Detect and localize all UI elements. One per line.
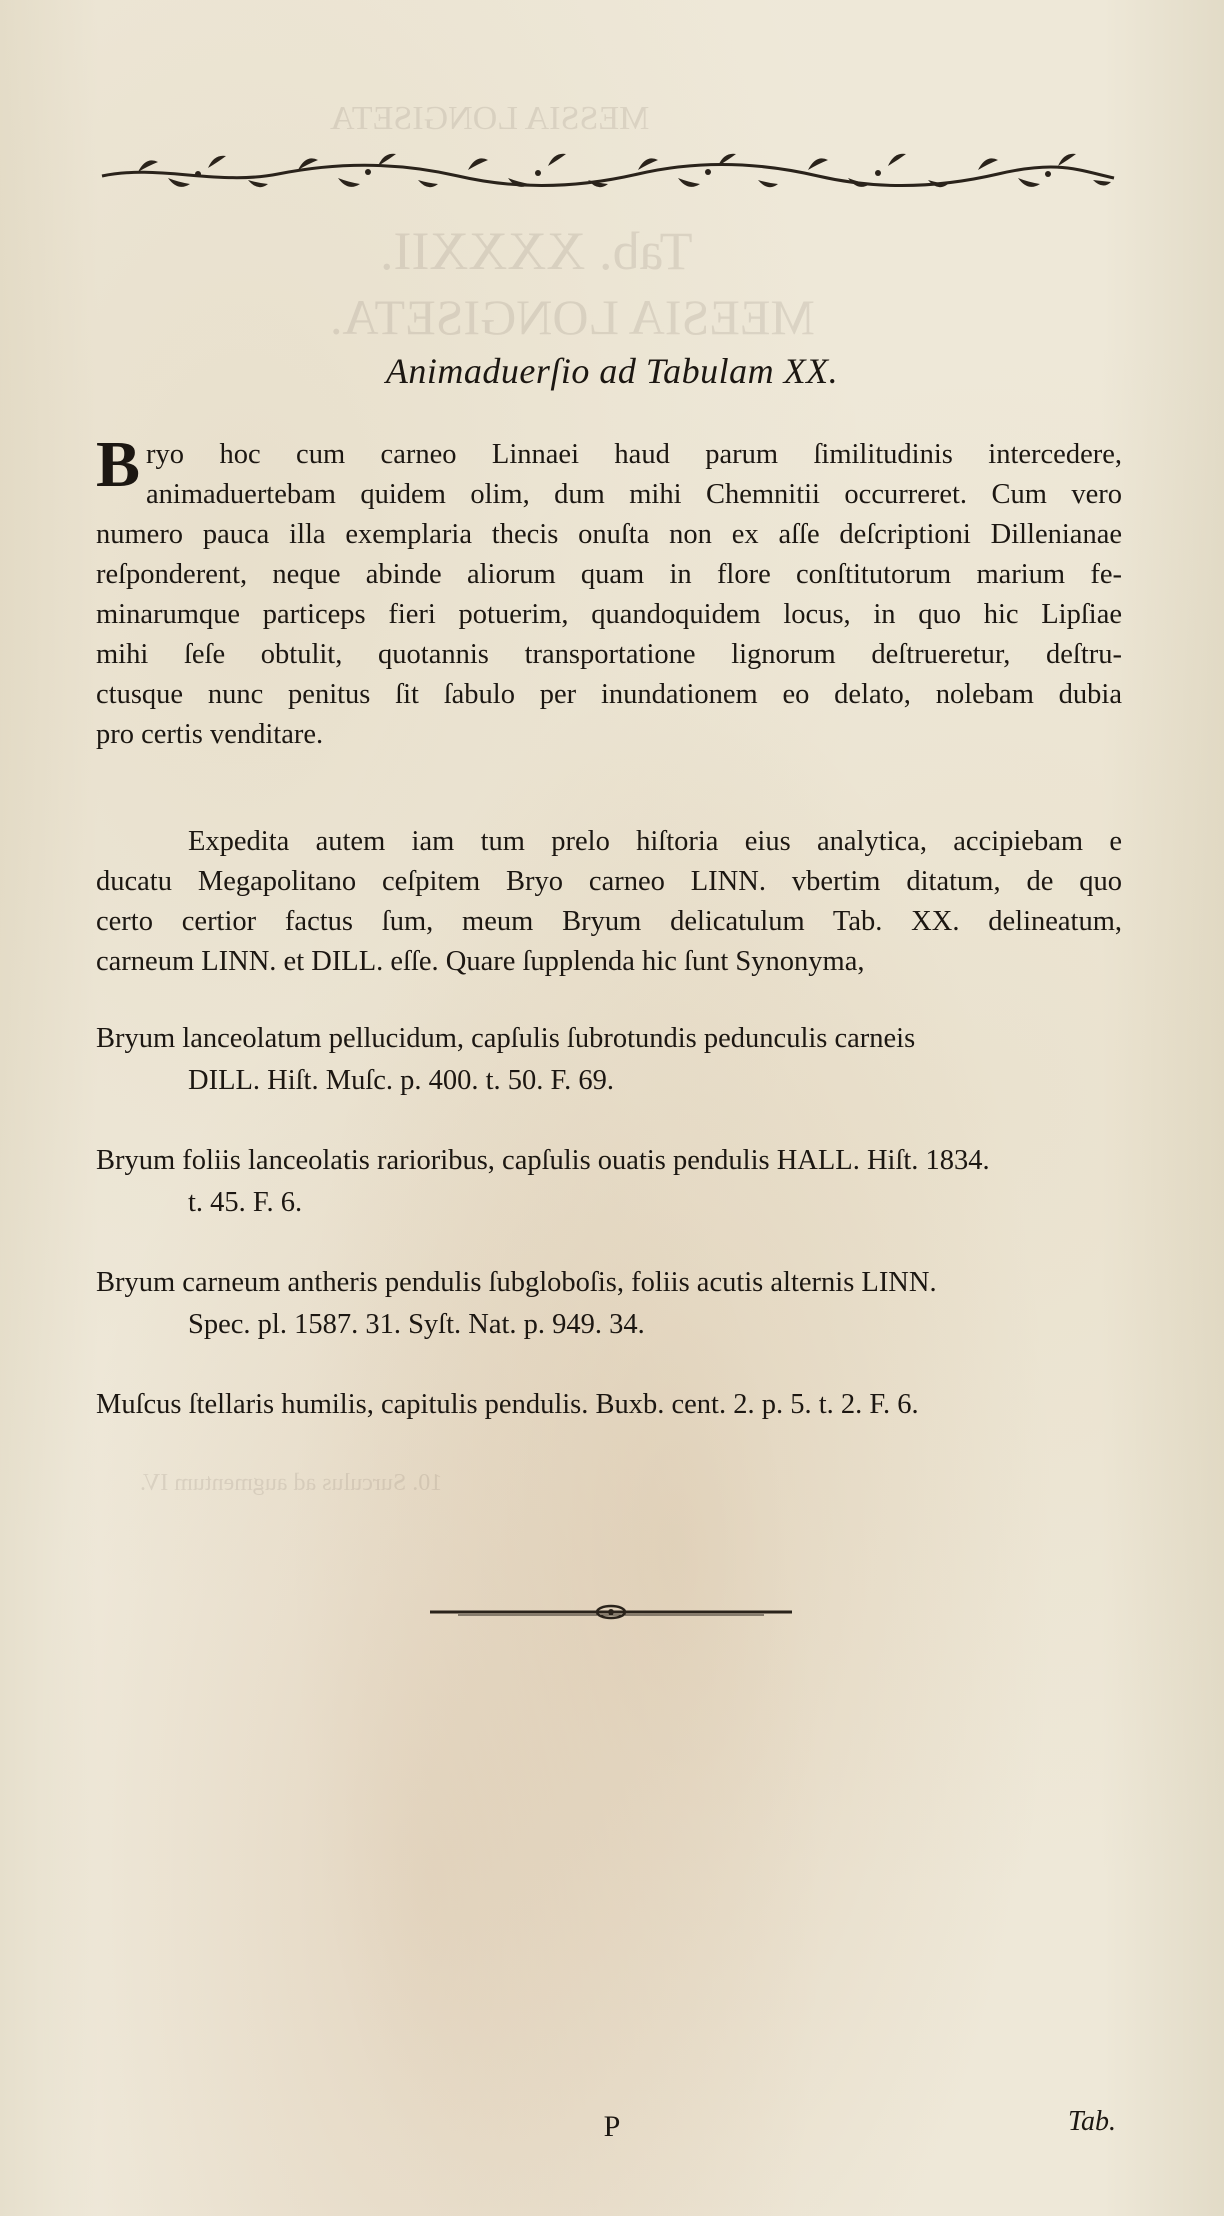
synonym-line: Bryum carneum antheris pendulis ſubgloboſis, foliis acutis alternis LINN. (96, 1267, 937, 1298)
synonym-line: Bryum lanceolatum pellucidum, capſulis ſubrotundis pedunculis carneis (96, 1023, 916, 1054)
synonym-entry (96, 1140, 1126, 1224)
text-line: carneum LINN. et DILL. eſſe. Quare ſupplenda hic ſunt Synonyma, (96, 946, 865, 977)
paragraph-1 (96, 428, 1122, 755)
drop-cap: B (96, 428, 141, 501)
text-line: ducatu Megapolitano ceſpitem Bryo carneo LINN. vbertim ditatum, de quo (96, 866, 1122, 897)
text-line: numero pauca illa exemplaria thecis onuſta non ex aſſe deſcriptioni Dillenianae (96, 519, 1122, 550)
synonym-reference: Spec. pl. 1587. 31. Syſt. Nat. p. 949. 34. (188, 1309, 645, 1340)
floral-vine-ornament-icon (98, 146, 1118, 198)
text-line: animaduertebam quidem olim, dum mihi Chemnitii occurreret. Cum vero (146, 479, 1122, 510)
text-line: certo certior factus ſum, meum Bryum delicatulum Tab. XX. delineatum, (96, 906, 1122, 937)
synonym-line: Bryum foliis lanceolatis rarioribus, capſulis ouatis pendulis HALL. Hiſt. 1834. (96, 1145, 990, 1176)
synonym-entry (96, 1384, 1126, 1426)
bleed-through-text: Tab. XXXXII. (380, 221, 693, 281)
text-line: Expedita autem iam tum prelo hiſtoria eius analytica, accipiebam e (188, 826, 1122, 857)
catchword: Tab. (1067, 2106, 1116, 2137)
synonym-reference: t. 45. F. 6. (188, 1187, 303, 1218)
text-line: minarumque particeps fieri potuerim, quandoquidem locus, in quo hic Lipſiae (96, 599, 1122, 630)
text-line: ryo hoc cum carneo Linnaei haud parum ſimilitudinis intercedere, (146, 439, 1122, 470)
signature-mark: P (603, 2110, 621, 2143)
bleed-through-text: MESSIA LONGISETA (330, 100, 650, 137)
paragraph-2 (96, 822, 1122, 982)
page-heading: Animaduerſio ad Tabulam XX. (385, 351, 839, 391)
synonym-line: Muſcus ſtellaris humilis, capitulis pendulis. Buxb. cent. 2. p. 5. t. 2. F. 6. (96, 1389, 919, 1420)
text-line: reſponderent, neque abinde aliorum quam in flore conſtitutorum marium fe- (96, 559, 1122, 590)
bleed-through-text: MEESIA LONGISETA. (330, 289, 815, 345)
text-line: ctusque nunc penitus ſit ſabulo per inundationem eo delato, nolebam dubia (96, 679, 1122, 710)
synonym-reference: DILL. Hiſt. Muſc. p. 400. t. 50. F. 69. (188, 1065, 614, 1096)
synonym-entry (96, 1018, 1126, 1102)
bleed-through-text: 10. Surculus ad augmentum IV. (140, 1470, 443, 1496)
synonym-entry (96, 1262, 1126, 1346)
text-line: mihi ſeſe obtulit, quotannis transportatione lignorum deſtrueretur, deſtru- (96, 639, 1122, 670)
ornamental-rule-icon (428, 1602, 794, 1622)
text-line: pro certis venditare. (96, 719, 324, 750)
